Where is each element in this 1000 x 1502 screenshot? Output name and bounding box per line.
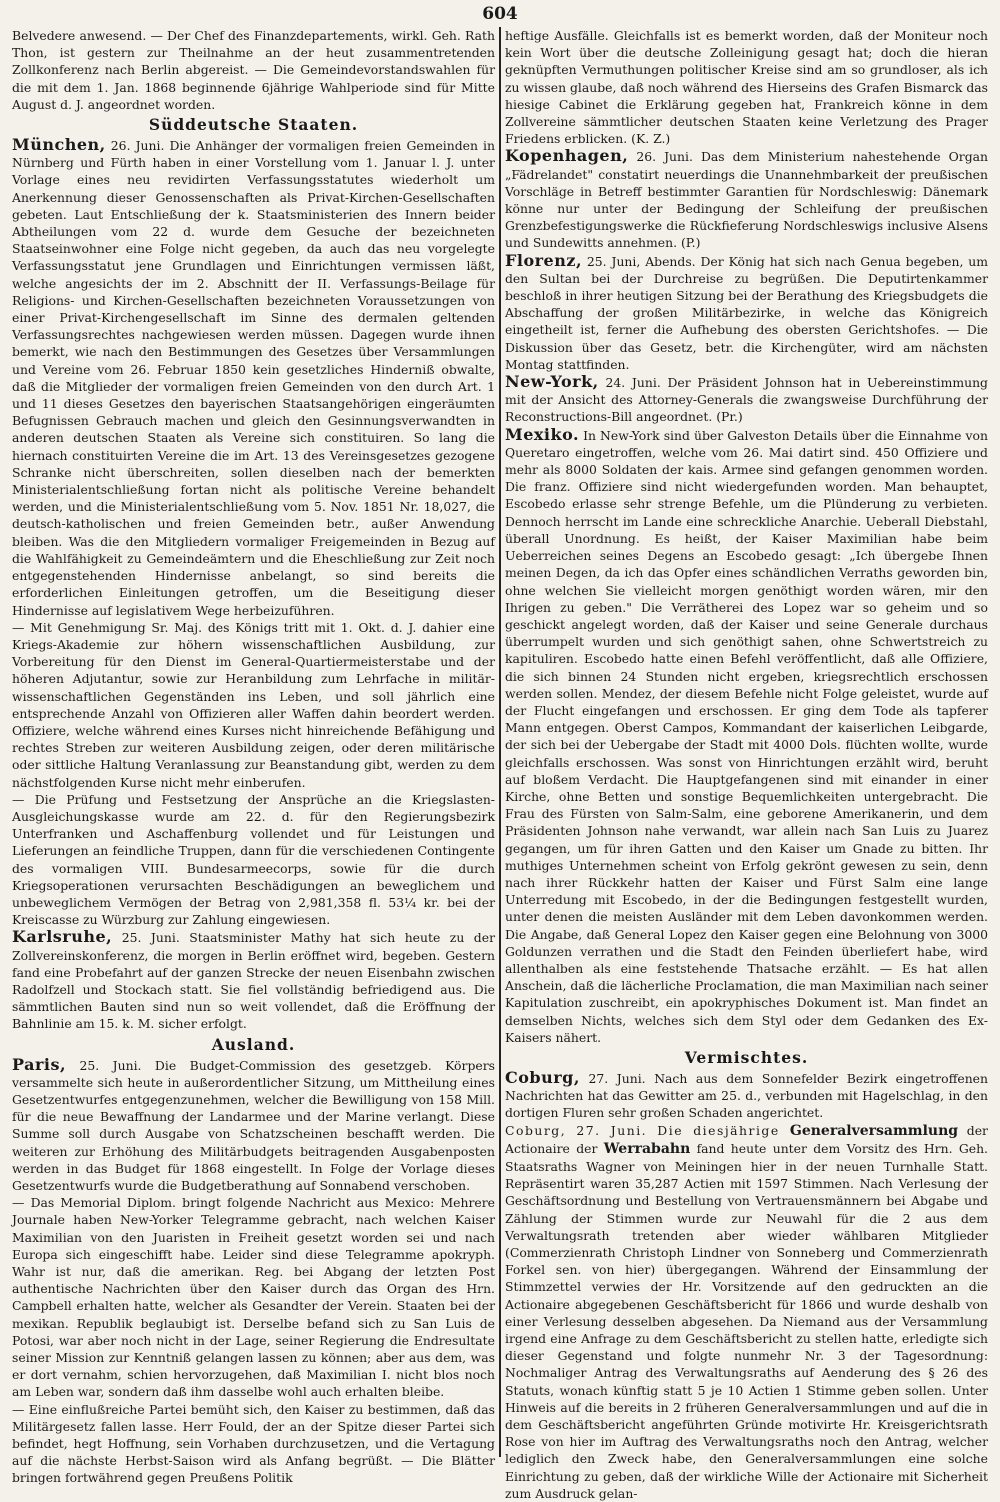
article-mexiko bbox=[505, 426, 988, 1046]
article-kopenhagen bbox=[505, 147, 988, 251]
right-column bbox=[501, 27, 992, 1501]
dateline-coburg-2: Coburg, 27. Juni. Die diesjährige bbox=[505, 1122, 790, 1138]
dateline-mexiko: Mexiko. bbox=[505, 424, 580, 444]
article-text: 27. Juni. Nach aus dem Sonnefelder Bezirk eingetroffenen Nachrichten hat das Gewitter am 25. d., verbunden mit Hagelschlag, in den dortigen Fluren sehr großen Schaden angerichtet. bbox=[505, 1070, 988, 1121]
dateline-kopenhagen: Kopenhagen, bbox=[505, 146, 629, 166]
article-text: 25. Juni. Staatsminister Mathy hat sich heute zu der Zollvereinskonferenz, die morgen in Berlin eröffnet wird, begeben. Gestern fand eine Probefahrt auf der ganzen Strecke der neuen Eisenbahn zwischen Radolfzell und Stockach statt. Sie fiel vollständig befriedigend aus. Die sämmtlichen Bauten sind nun so weit vollendet, daß die Eröffnung der Bahnlinie am 15. k. M. sicher erfolgt. bbox=[12, 930, 495, 1032]
page-number: 604 bbox=[482, 4, 518, 24]
intro-paragraph: Belvedere anwesend. — Der Chef des Finanzdepartements, wirkl. Geh. Rath Thon, ist gestern zur Theilnahme an der heut zusammentretenden Zollkonferenz nach Berlin abgereist. — Die Gemeindevorstandswahlen für die mit dem 1. Jan. 1868 beginnende 6jährige Wahlperiode sind für Mitte August d. J. angeordnet worden. bbox=[12, 28, 495, 112]
article-paris bbox=[12, 1056, 495, 1195]
intro-paragraph-right: heftige Ausfälle. Gleichfalls ist es bemerkt worden, daß der Moniteur noch kein Wort über die deutsche Zolleinigung gesagt hat; doch die hieran geknüpften Vermuthungen politischer Kreise sind am so grundloser, als ich zu wissen glaube, daß noch während des Hierseins des Grafen Bismarck das hiesige Cabinet die Erklärung gegeben hat, Frankreich könne in dem Zollvereine sämmtlicher deutschen Staaten keine Verletzung des Prager Friedens erblicken. (K. Z.) bbox=[505, 28, 988, 147]
section-heading-ausland: Ausland. bbox=[211, 1034, 296, 1054]
dateline-muenchen: München, bbox=[12, 135, 106, 155]
article-florenz bbox=[505, 252, 988, 373]
article-coburg bbox=[505, 1069, 988, 1122]
left-column bbox=[8, 27, 499, 1486]
newspaper-columns bbox=[8, 27, 992, 1501]
article-text: 25. Juni, Abends. Der König hat sich nach Genua begeben, um den Sultan bei der Durchreise zu begrüßen. Die Deputirtenkammer beschloß in ihrer heutigen Sitzung bei der Berathung des Kriegsbudgets die Abschaffung der großen Militärbezirke, in welche das Königreich eingetheilt ist, ferner die Aufhebung des obersten Gerichtshofes. — Die Diskussion über das Gesetz, betr. die Kirchengüter, wird am nächsten Montag stattfinden. bbox=[505, 253, 988, 372]
article-text: fand heute unter dem Vorsitz des Hrn. Geh. Staatsraths Wagner von Meiningen hier in der neuen Turnhalle Statt. Repräsentirt waren 35,287 Actien mit 1597 Stimmen. Nach Verlesung der Geschäftsordnung und Bestellung von Vertrauensmännern bei Abgabe und Zählung der Stimmen wurde zur Neuwahl für die 2 aus dem Verwaltungsrath tretenden aber wieder wählbaren Mitglieder (Commerzienrath Christoph Lindner von Sonneberg und Commerzienrath Forkel sen. von hier) übergegangen. Während der Einsammlung der Stimmzettel verwies der Hr. Vorsitzende auf den gedruckten an die Actionaire abgegebenen Geschäftsbericht für 1866 und wurde deshalb von einer Verlesung desselben abgesehen. Da Niemand aus der Versammlung irgend eine Anfrage zu dem Geschäftsbericht zu stellen hatte, erledigte sich dieser Gegenstand und folgte nunmehr Nr. 3 der Tagesordnung: Nochmaliger Antrag des Verwaltungsraths auf Aenderung des § 26 des Statuts, wonach künftig statt 5 je 10 Actien 1 Stimme geben sollen. Unter Hinweis auf die bereits in 2 früheren Generalversammlungen und auf die in dem Geschäftsbericht angeführten Gründe motivirte Hr. Kreisgerichtsrath Rose von hier im Auftrag des Verwaltungsraths noch den Antrag, welcher lediglich den Zweck habe, den Generalversammlungen eine solche Einrichtung zu geben, daß der wirkliche Wille der Actionaire mit Sicherheit zum Ausdruck gelan- bbox=[505, 1140, 988, 1501]
dateline-coburg: Coburg, bbox=[505, 1067, 580, 1087]
dateline-paris: Paris, bbox=[12, 1054, 67, 1074]
bold-werrabahn: Werrabahn bbox=[603, 1140, 691, 1157]
article-newyork bbox=[505, 373, 988, 426]
article-muenchen bbox=[12, 136, 495, 619]
dateline-newyork: New-York, bbox=[505, 372, 599, 392]
article-text: der Actionaire der bbox=[505, 1122, 988, 1156]
article-text: 26. Juni. Die Anhänger der vormaligen freien Gemeinden in Nürnberg und Fürth haben in einer Vorstellung vom 1. Januar l. J. unter Vorlage eines neu revidirten Verfassungsstatutes wiederholt um Anerkennung dieser Genossenschaften als Privat-Kirchen-Gesellschaften gebeten. Laut Entschließung der k. Staatsministerien des Innern beider Abtheilungen vom 22 d. wurde dem Gesuche der bezeichneten Staatseinwohner eine Folge nicht gegeben, da auch das neu vorgelegte Verfassungsstatut jene Grundlagen und Einrichtungen vermissen läßt, welche angesichts der im 2. Abschnitt der II. Verfassungs-Beilage für Religions- und Kirchen-Gesellschaften bezeichneten Voraussetzungen von einer Privat-Kirchengesellschaft im Sinne des dermalen geltenden Verfassungsrechtes nachgewiesen werden müssen. Dagegen wurde ihnen bemerkt, wie nach den Bestimmungen des Gesetzes über Versammlungen und Vereine vom 26. Februar 1850 kein gesetzliches Hinderniß obwalte, daß die Mitglieder der vormaligen freien Gemeinden von den durch Art. 1 und 11 dieses Gesetzes den bayerischen Staatsangehörigen eingeräumten Befugnissen Gebrauch machen und gleich den Gesinnungsverwandten in anderen deutschen Staaten als Vereine sich constituiren. So lang die hiernach constituirten Vereine die im Art. 13 des Vereinsgesetzes gezogene Schranke nicht überschreiten, sollen dieselben nach der bemerkten Ministerialentschließung fortan nicht als politische Vereine behandelt werden, und die Ministerialentschließung vom 5. Nov. 1851 Nr. 18,027, die deutsch-katholischen und freien Gemeinden betr., außer Anwendung bleiben. Was die den Mitgliedern vormaliger Freigemeinden in Bezug auf die Wahlfähigkeit zu Gemeindeämtern und die Eheschließung zur Zeit noch entgegenstehenden Hindernisse anbelangt, so sind bereits die erforderlichen Einleitungen getroffen, um die Beseitigung dieser Hindernisse auf legislativem Wege herbeizuführen. bbox=[12, 138, 495, 618]
article-text: 26. Juni. Das dem Ministerium nahestehende Organ „Fädrelandet" constatirt neuerdings die Unannehmbarkeit der preußischen Vorschläge in Betreff bestimmter Garantien für Nordschleswig: Dänemark könne nur unter der Bedingung der Schleifung der preußischen Grenzbefestigungswerke die Rückfieferung Nordschleswigs inclusive Alsens und Sundewitts annehmen. (P.) bbox=[505, 149, 988, 251]
article-paris-mexico: — Das Memorial Diplom. bringt folgende Nachricht aus Mexico: Mehrere Journale haben New-Yorker Telegramme gebracht, nach welchen Kaiser Maximilian von den Juaristen in Freiheit gesetzt worden sei und nach Europa sich eingeschifft habe. Leider sind diese Telegramme apokryph. Wahr ist nur, daß die amerikan. Reg. bei Abgang der letzten Post authentische Nachrichten über den Kaiser durch das Organ des Hrn. Campbell erhalten hatte, welcher als Gesandter der Verein. Staaten bei der mexikan. Republik beglaubigt ist. Derselbe befand sich zu San Luis de Potosi, war aber noch nicht in der Lage, seiner Regierung die Endresultate seiner Mission zur Kenntniß gelangen lassen zu können; aber aus dem, was er dort vernahm, schien hervorzugehen, daß Maximilian I. nicht blos noch am Leben war, sondern daß ihm dasselbe wohl auch erhalten bleibe. bbox=[12, 1195, 495, 1400]
bold-generalversammlung: Generalversammlung bbox=[789, 1122, 959, 1139]
article-paris-partei: — Eine einflußreiche Partei bemüht sich, den Kaiser zu bestimmen, daß das Militärgesetz fallen lasse. Herr Fould, der an der Spitze dieser Partei sich befindet, hegt Hoffnung, sein Vorhaben durchzusetzen, und die Vertagung auf die nächste Herbst-Saison wird als Anfang begrüßt. — Die Blätter bringen fortwährend gegen Preußens Politik bbox=[12, 1401, 495, 1486]
section-heading-vermischtes: Vermischtes. bbox=[684, 1047, 809, 1067]
article-muenchen-kriegsakademie: — Mit Genehmigung Sr. Maj. des Königs tritt mit 1. Okt. d. J. dahier eine Kriegs-Akademie zur höhern wissenschaftlichen Ausbildung, zur Vorbereitung für den Dienst im General-Quartiermeisterstabe und der höheren Adjutantur, sowie zur Heranbildung zum Lehrfache in militär-wissenschaftlichen Gegenständen ins Leben, und soll jährlich eine entsprechende Anzahl von Offizieren aller Waffen dahin beordert werden. Offiziere, welche während eines Kurses nicht hinreichende Befähigung und rechtes Streben zur weiteren Ausbildung zeigen, oder deren militärische oder sittliche Haltung Veranlassung zur Beanstandung gibt, werden zu dem nächstfolgenden Kurse nicht mehr einberufen. bbox=[12, 619, 495, 790]
dateline-florenz: Florenz, bbox=[505, 250, 583, 270]
article-karlsruhe bbox=[12, 928, 495, 1032]
article-text: In New-York sind über Galveston Details über die Einnahme von Queretaro eingetroffen, welche vom 26. Mai datirt sind. 450 Offiziere und mehr als 8000 Soldaten der kais. Armee sind gefangen genommen worden. Die franz. Offiziere sind nicht wiedergefunden worden. Man behauptet, Escobedo erlasse sehr strenge Befehle, um die Plünderung zu verbieten. Dennoch herrscht im Lande eine schreckliche Anarchie. Ueberall Diebstahl, überall Unordnung. Es heißt, der Kaiser Maximilian habe beim Ueberreichen seines Degens an Escobedo gesagt: „Ich übergebe Ihnen meinen Degen, da ich das Opfer eines schändlichen Verraths geworden bin, ohne welchen Sie vielleicht morgen genöthigt worden wären, mir den Ihrigen zu geben." Die Verrätherei des Lopez war so geheim und so geschickt angelegt worden, daß der Kaiser und seine Generale durchaus überrumpelt wurden und sich genöthigt sahen, ohne Schwertstreich zu kapituliren. Escobedo hatte einen Befehl veröffentlicht, daß alle Offiziere, die sich binnen 24 Stunden nicht ergeben, kriegsrechtlich erschossen werden sollen. Mendez, der diesem Befehle nicht Folge geleistet, wurde auf der Flucht eingefangen und erschossen. Er ging dem Tode als tapferer Mann entgegen. Oberst Campos, Kommandant der kaiserlichen Leibgarde, der sich bei der Uebergabe der Stadt mit 4000 Dols. flüchten wollte, wurde gleichfalls erschossen. Was sonst von Hinrichtungen erzählt wird, beruht auf bloßem Verdacht. Die Hauptgefangenen sind mit einander in einer Kirche, ohne Betten und sonstige Bequemlichkeiten untergebracht. Die Frau des Fürsten von Salm-Salm, eine geborene Amerikanerin, und dem Präsidenten Johnson nahe verwandt, war allein nach San Luis zu Juarez gegangen, um für ihren Gatten und den Kaiser um Gnade zu bitten. Ihr muthiges Unternehmen scheint von Erfolg gekrönt gewesen zu sein, denn nach ihrer Rückkehr hatten der Kaiser und Fürst Salm eine lange Unterredung mit Escobedo, in der die Bedingungen festgestellt wurden, unter denen die meisten Ausländer mit dem Leben davonkommen werden. Die Angabe, daß General Lopez den Kaiser gegen eine Belohnung von 3000 Goldunzen verrathen und die Stadt den Feinden überliefert habe, wird allenthalben als eine feststehende Thatsache erzählt. — Es hat allen Anschein, daß die lächerliche Proclamation, die man Maximilian nach seiner Kapitulation zuschreibt, ein apokryphisches Dokument ist. Man findet an demselben Nichts, welches sich dem Styl oder dem Gedanken des Ex-Kaisers nähert. bbox=[505, 427, 988, 1045]
article-text: 25. Juni. Die Budget-Commission des gesetzgeb. Körpers versammelte sich heute in außerordentlicher Sitzung, um Mittheilung eines Gesetzentwurfes entgegenzunehmen, welcher die Bewilligung von 158 Mill. für die neue Bewaffnung der Landarmee und der Marine verlangt. Diese Summe soll durch Ausgabe von Schatzscheinen beschafft werden. Die weiteren zur Erhöhung des Militärbudgets beitragenden Ausgabenposten werden in das Budget für 1868 eingestellt. In Folge der Vorlage dieses Gesetzentwurfs wurde die Budgetberathung auf Sonnabend verschoben. bbox=[12, 1057, 495, 1193]
article-coburg-werrabahn bbox=[505, 1122, 988, 1502]
article-muenchen-kriegslasten: — Die Prüfung und Festsetzung der Ansprüche an die Kriegslasten-Ausgleichungskasse wurde am 22. d. für den Regierungsbezirk Unterfranken und Aschaffenburg vollendet und für Leistungen und Lieferungen an feindliche Truppen, dann für die verschiedenen Contingente des vormaligen VIII. Bundesarmeecorps, sowie für die durch Kriegsoperationen verursachten Beschädigungen an beweglichem und unbeweglichem Vermögen der Betrag von 2,981,358 fl. 53¼ kr. bei der Kreiscasse zu Würzburg zur Zahlung eingewiesen. bbox=[12, 791, 495, 928]
article-text: 24. Juni. Der Präsident Johnson hat in Uebereinstimmung mit der Ansicht des Attorney-Generals die zwangsweise Durchführung der Reconstructions-Bill angeordnet. (Pr.) bbox=[505, 375, 988, 425]
section-heading-sueddeutsche: Süddeutsche Staaten. bbox=[148, 115, 359, 135]
dateline-karlsruhe: Karlsruhe, bbox=[12, 927, 113, 947]
